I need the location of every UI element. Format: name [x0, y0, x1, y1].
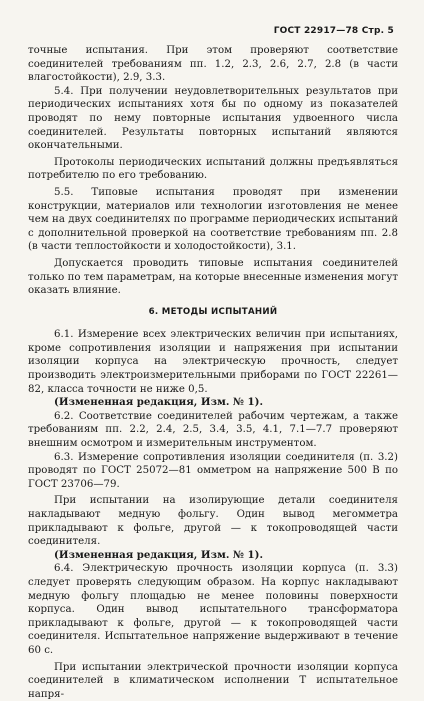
paragraph: 6.4. Электрическую прочность изоляции корпуса (п. 3.3) следует проверять следующим образом. На корпус накладывают медную фольгу площадью не менее половины поверхности корпуса. Один вывод испытательного трансформатора прикладывают к фольге, другой — к токопроводящей части соединителя. Испытательное напряжение выдерживают в течение 60 с.	[28, 563, 398, 656]
paragraph: 6.2. Соответствие соединителей рабочим чертежам, а также требованиям пп. 2.2, 2.4, 2.5, 3.4, 3.5, 4.1, 7.1—7.7 проверяют внешним осмотром и измерительным инструментом.	[28, 410, 398, 450]
amendment-note: (Измененная редакция, Изм. № 1).	[54, 396, 264, 409]
paragraph: 5.4. При получении неудовлетворительных результатов при периодических испытаниях хотя бы по одному из показателей проводят по нему повторные испытания удвоенного числа соединителей. Результаты повторных испытаний являются окончательными.	[28, 85, 398, 152]
running-header: ГОСТ 22917—78 Стр. 5	[273, 26, 394, 36]
paragraph: 6.3. Измерение сопротивления изоляции соединителя (п. 3.2) проводят по ГОСТ 25072—81 омметром на напряжение 500 В по ГОСТ 23706—79.	[28, 451, 398, 490]
paragraph: 5.5. Типовые испытания проводят при изменении конструкции, материалов или технологии изготовления не менее чем на двух соединителях по программе периодических испытаний с дополнительной проверкой на соответствие требованиям пп. 2.8 (в части теплостойкости и холодостойкости), 3.1.	[28, 186, 398, 253]
paragraph: При испытании электрической прочности изоляции корпуса соединителей в климатическом исполнении Т испытательное напря-	[28, 661, 398, 700]
paragraph: Протоколы периодических испытаний должны предъявляться потребителю по его требованию.	[28, 156, 398, 182]
paragraph: Допускается проводить типовые испытания соединителей только по тем параметрам, на которые внесенные изменения могут оказать влияние.	[28, 257, 398, 297]
paragraph: 6.1. Измерение всех электрических величин при испытаниях, кроме сопротивления изоляции и напряжения при испытании изоляции корпуса на электрическую прочность, следует производить электроизмерительными приборами по ГОСТ 22261—82, класса точности не ниже 0,5.	[28, 329, 398, 395]
amendment-note: (Измененная редакция, Изм. № 1).	[54, 548, 264, 561]
section-heading: 6. МЕТОДЫ ИСПЫТАНИЙ	[148, 306, 278, 317]
paragraph: точные испытания. При этом проверяют соответствие соединителей требованиям пп. 1.2, 2.3, 2.6, 2.7, 2.8 (в части влагостойкости), 2.9, 3.3.	[28, 45, 398, 84]
document-body	[28, 44, 398, 701]
paragraph: При испытании на изолирующие детали соединителя накладывают медную фольгу. Один вывод мегомметра прикладывают к фольге, другой — к токопроводящей части соединителя.	[28, 495, 398, 548]
